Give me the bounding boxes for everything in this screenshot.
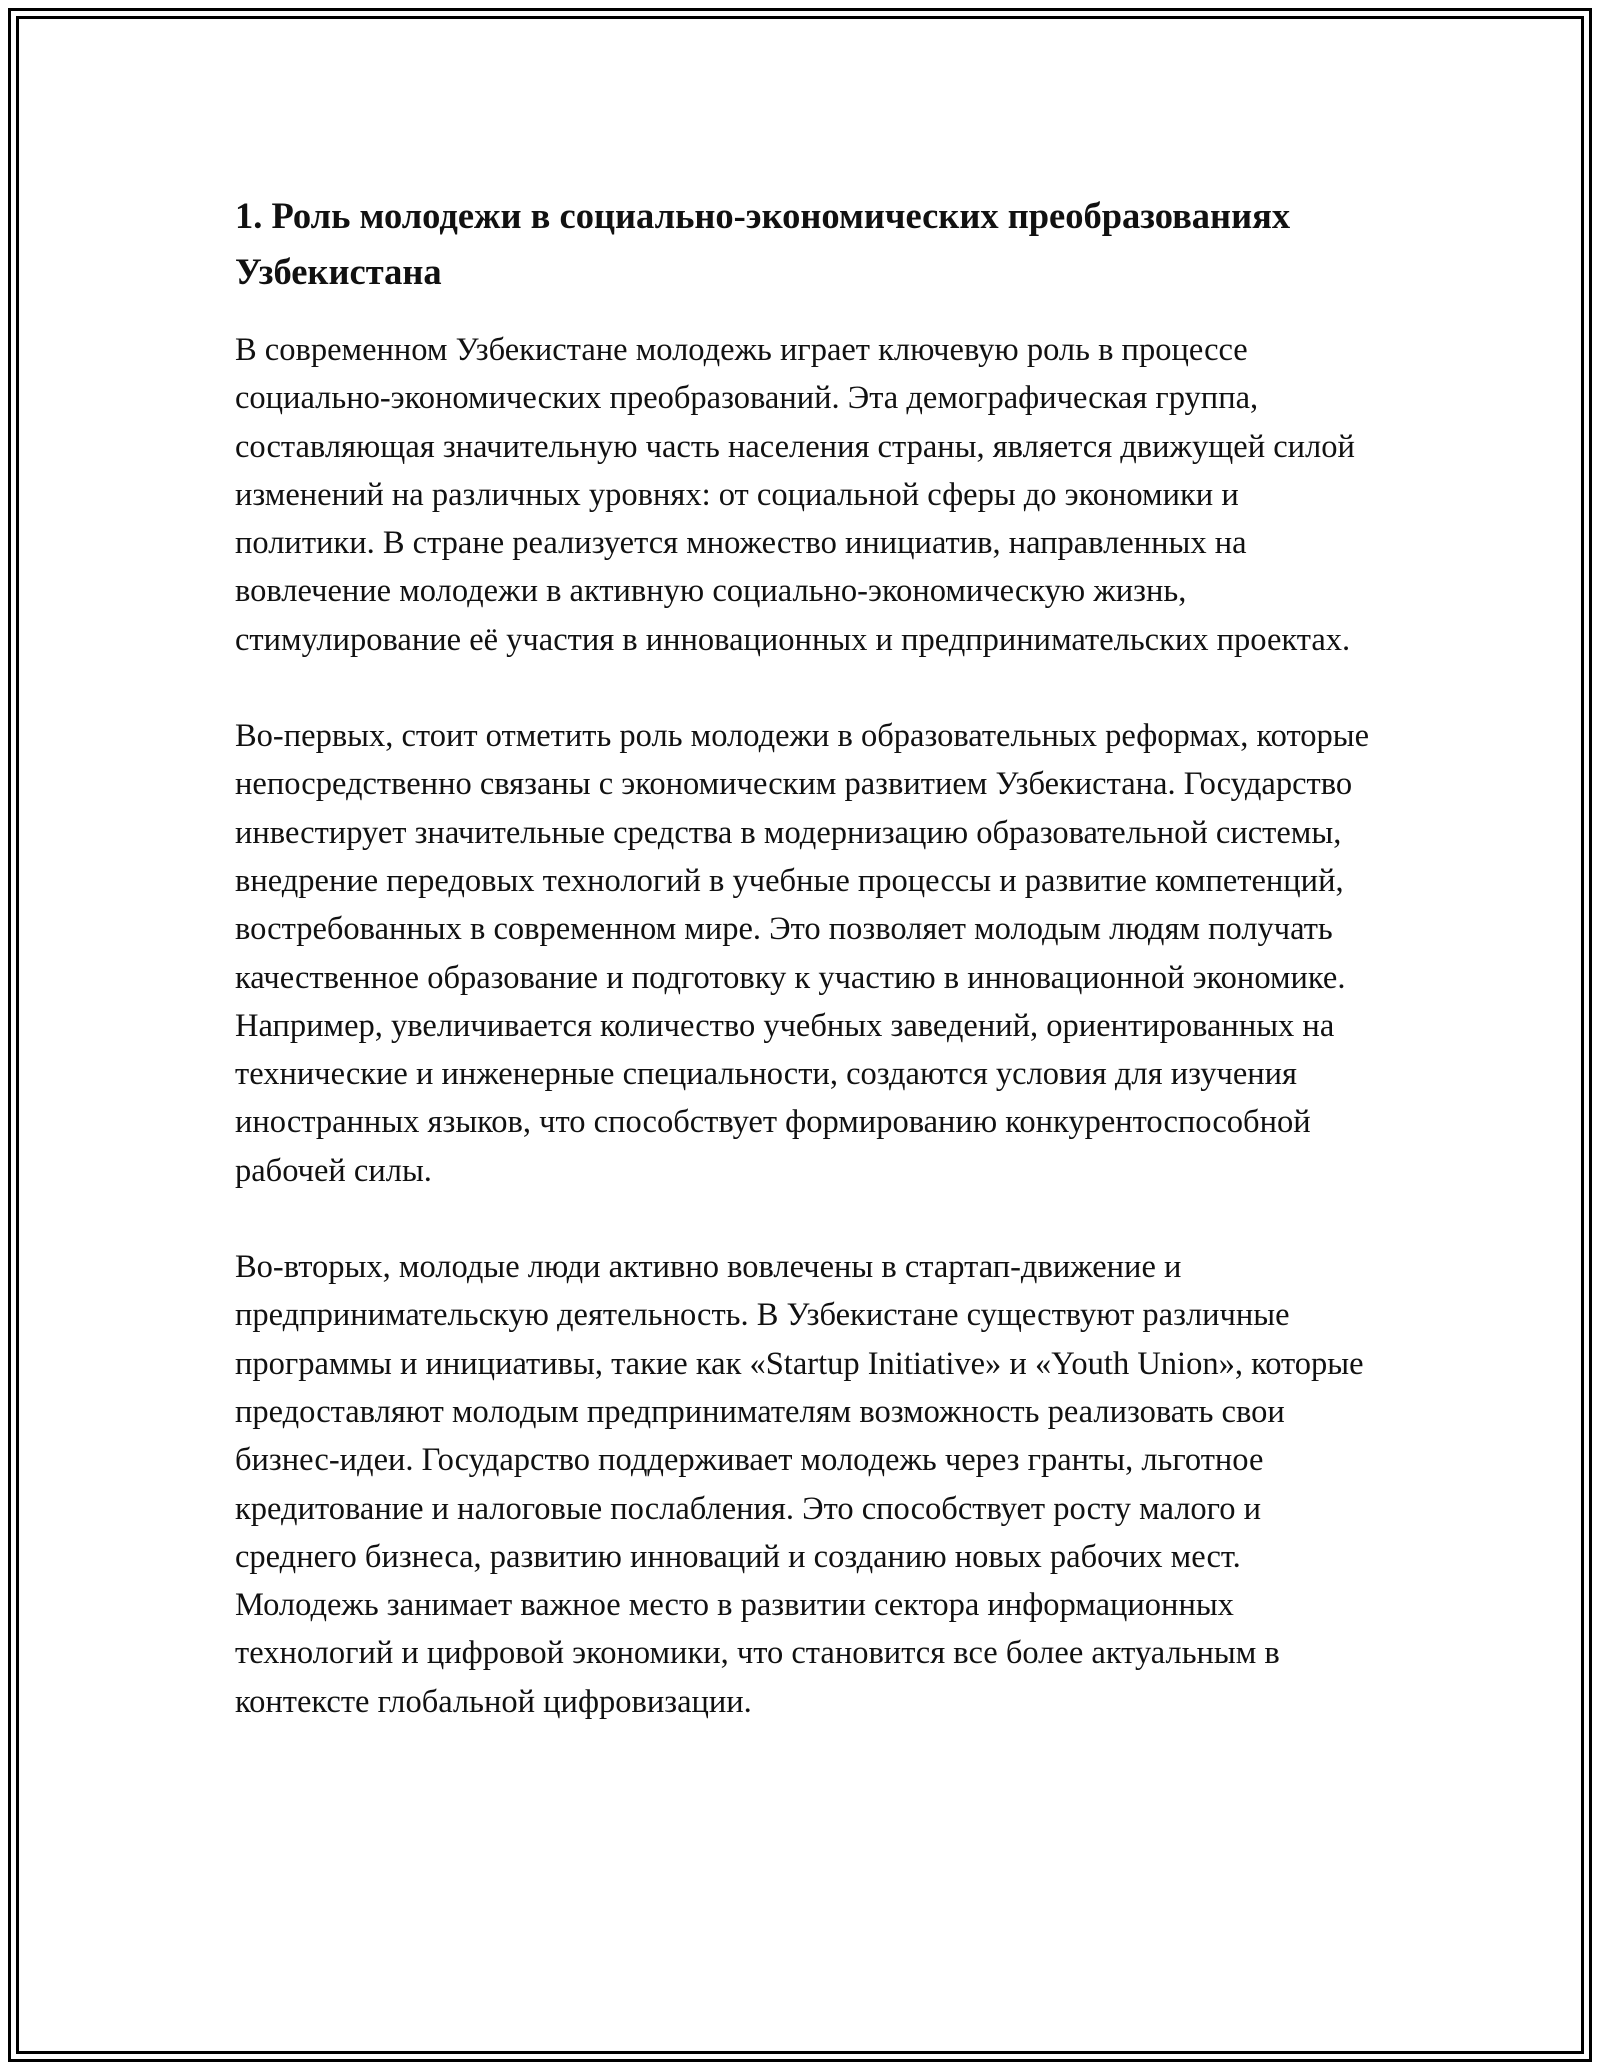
- document-body: [235, 188, 1375, 1726]
- paragraph-entrepreneurship: Во-вторых, молодые люди активно вовлечены в стартап-движение и предпринимательскую деятельность. В Узбекистане существуют различные программы и инициативы, такие как «Startup Initiative» и «Youth Union», которые предоставляют молодым предпринимателям возможность реализовать свои бизнес-идеи. Государство поддерживает молодежь через гранты, льготное кредитование и налоговые послабления. Это способствует росту малого и среднего бизнеса, развитию инноваций и созданию новых рабочих мест. Молодежь занимает важное место в развитии сектора информационных технологий и цифровой экономики, что становится все более актуальным в контексте глобальной цифровизации.: [235, 1249, 1364, 1720]
- paragraph-intro: В современном Узбекистане молодежь играет ключевую роль в процессе социально-экономических преобразований. Эта демографическая группа, составляющая значительную часть населения страны, является движущей силой изменений на различных уровнях: от социальной сферы до экономики и политики. В стране реализуется множество инициатив, направленных на вовлечение молодежи в активную социально-экономическую жизнь, стимулирование её участия в инновационных и предпринимательских проектах.: [235, 332, 1355, 658]
- section-heading: 1. Роль молодежи в социально-экономических преобразованиях Узбекистана: [235, 195, 1291, 292]
- paragraph-education: Во-первых, стоит отметить роль молодежи в образовательных реформах, которые непосредственно связаны с экономическим развитием Узбекистана. Государство инвестирует значительные средства в модернизацию образовательной системы, внедрение передовых технологий в учебные процессы и развитие компетенций, востребованных в современном мире. Это позволяет молодым людям получать качественное образование и подготовку к участию в инновационной экономике. Например, увеличивается количество учебных заведений, ориентированных на технические и инженерные специальности, создаются условия для изучения иностранных языков, что способствует формированию конкурентоспособной рабочей силы.: [235, 718, 1370, 1189]
